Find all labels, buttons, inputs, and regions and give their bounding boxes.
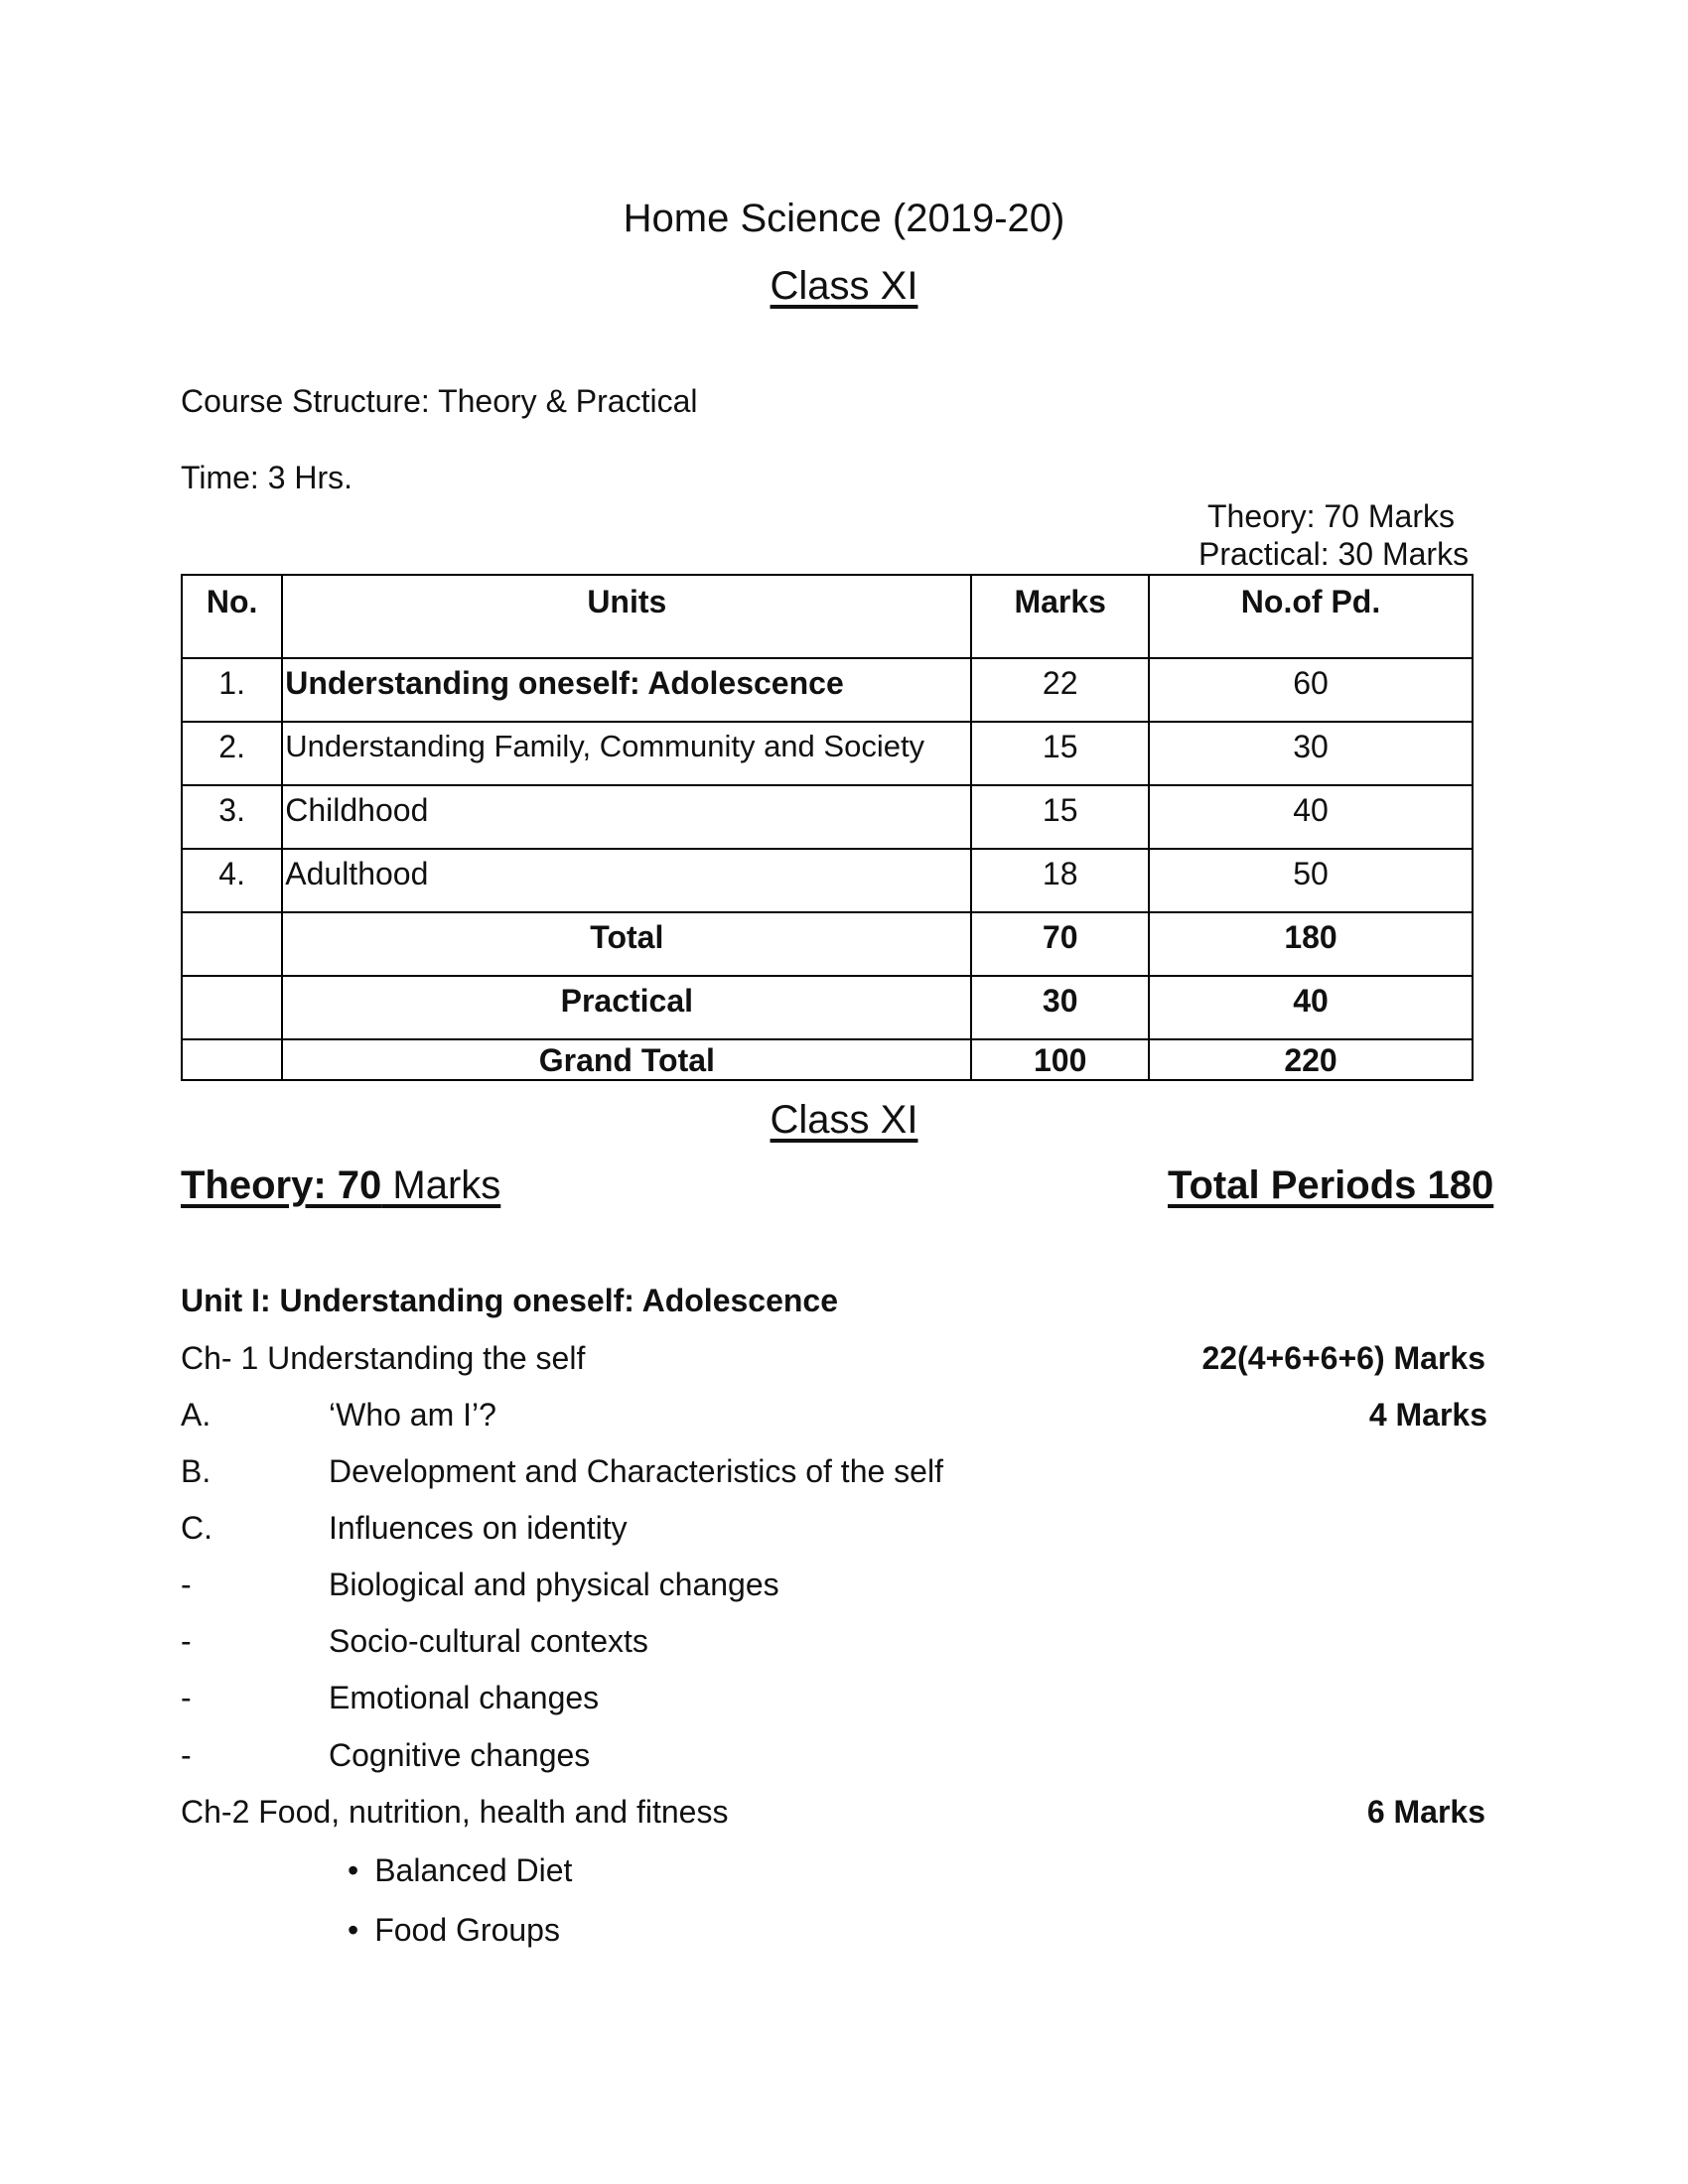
header-no: No. bbox=[182, 575, 282, 658]
item-text: Cognitive changes bbox=[329, 1737, 591, 1773]
table-row bbox=[182, 785, 1473, 849]
row-marks: 15 bbox=[971, 785, 1149, 849]
row-periods: 40 bbox=[1149, 785, 1473, 849]
grand-total-periods: 220 bbox=[1149, 1039, 1473, 1080]
bullet-item: • Food Groups bbox=[348, 1912, 560, 1949]
practical-row-marks: 30 bbox=[971, 976, 1149, 1039]
item-marker: - bbox=[181, 1623, 192, 1659]
row-marks: 18 bbox=[971, 849, 1149, 912]
item-marker: C. bbox=[181, 1510, 212, 1546]
total-periods-heading: Total Periods 180 bbox=[1168, 1163, 1494, 1207]
item-marker: A. bbox=[181, 1397, 211, 1433]
row-no: 1. bbox=[182, 658, 282, 722]
document-title: Home Science (2019-20) bbox=[623, 197, 1065, 240]
course-structure: Course Structure: Theory & Practical bbox=[181, 383, 698, 419]
practical-marks: Practical: 30 Marks bbox=[1198, 536, 1470, 572]
theory-heading bbox=[181, 1163, 500, 1208]
row-marks: 22 bbox=[971, 658, 1149, 722]
row-periods: 60 bbox=[1149, 658, 1473, 722]
time-duration: Time: 3 Hrs. bbox=[181, 460, 353, 495]
item-marker: - bbox=[181, 1567, 192, 1602]
item-text: Influences on identity bbox=[329, 1510, 628, 1546]
grand-total-row bbox=[182, 1039, 1473, 1080]
total-periods: 180 bbox=[1149, 912, 1473, 976]
item-text: Development and Characteristics of the self bbox=[329, 1453, 943, 1489]
row-unit: Understanding Family, Community and Society bbox=[282, 722, 971, 785]
item-text: ‘Who am I’? bbox=[329, 1397, 496, 1433]
practical-periods: 40 bbox=[1149, 976, 1473, 1039]
theory-heading-suffix: Marks bbox=[381, 1163, 501, 1207]
item-text: Emotional changes bbox=[329, 1680, 600, 1715]
ch2-marks: 6 Marks bbox=[1366, 1794, 1485, 1830]
practical-row bbox=[182, 976, 1473, 1039]
table-row bbox=[182, 658, 1473, 722]
row-unit: Childhood bbox=[282, 785, 971, 849]
row-periods: 50 bbox=[1149, 849, 1473, 912]
ch1-title: Ch- 1 Understanding the self bbox=[181, 1340, 586, 1376]
item-marker: - bbox=[181, 1680, 192, 1715]
section-class-title: Class XI bbox=[770, 1098, 918, 1142]
class-title: Class XI bbox=[770, 264, 918, 308]
row-unit: Understanding oneself: Adolescence bbox=[282, 658, 971, 722]
table-header-row bbox=[182, 575, 1473, 658]
total-row bbox=[182, 912, 1473, 976]
marks-table bbox=[181, 574, 1474, 1081]
ch1-marks: 22(4+6+6+6) Marks bbox=[1201, 1340, 1485, 1376]
item-text: Socio-cultural contexts bbox=[329, 1623, 648, 1659]
row-no: 4. bbox=[182, 849, 282, 912]
theory-heading-prefix: Theory: 70 bbox=[181, 1163, 382, 1207]
item-marker: - bbox=[181, 1737, 192, 1773]
table-row bbox=[182, 849, 1473, 912]
header-units: Units bbox=[282, 575, 971, 658]
row-no: 3. bbox=[182, 785, 282, 849]
ch2-title: Ch-2 Food, nutrition, health and fitness bbox=[181, 1794, 729, 1830]
total-marks: 70 bbox=[971, 912, 1149, 976]
theory-marks: Theory: 70 Marks bbox=[1207, 498, 1455, 534]
grand-total-label: Grand Total bbox=[282, 1039, 971, 1080]
table-row bbox=[182, 722, 1473, 785]
item-marker: B. bbox=[181, 1453, 211, 1489]
row-periods: 30 bbox=[1149, 722, 1473, 785]
grand-total-marks: 100 bbox=[971, 1039, 1149, 1080]
item-text: Biological and physical changes bbox=[329, 1567, 779, 1602]
item-marks: 4 Marks bbox=[1368, 1397, 1487, 1433]
header-periods: No.of Pd. bbox=[1149, 575, 1473, 658]
header-marks: Marks bbox=[971, 575, 1149, 658]
unit1-title: Unit I: Understanding oneself: Adolescence bbox=[181, 1283, 839, 1318]
bullet-item: • Balanced Diet bbox=[348, 1852, 572, 1889]
total-label: Total bbox=[282, 912, 971, 976]
row-unit: Adulthood bbox=[282, 849, 971, 912]
practical-label: Practical bbox=[282, 976, 971, 1039]
row-marks: 15 bbox=[971, 722, 1149, 785]
row-no: 2. bbox=[182, 722, 282, 785]
